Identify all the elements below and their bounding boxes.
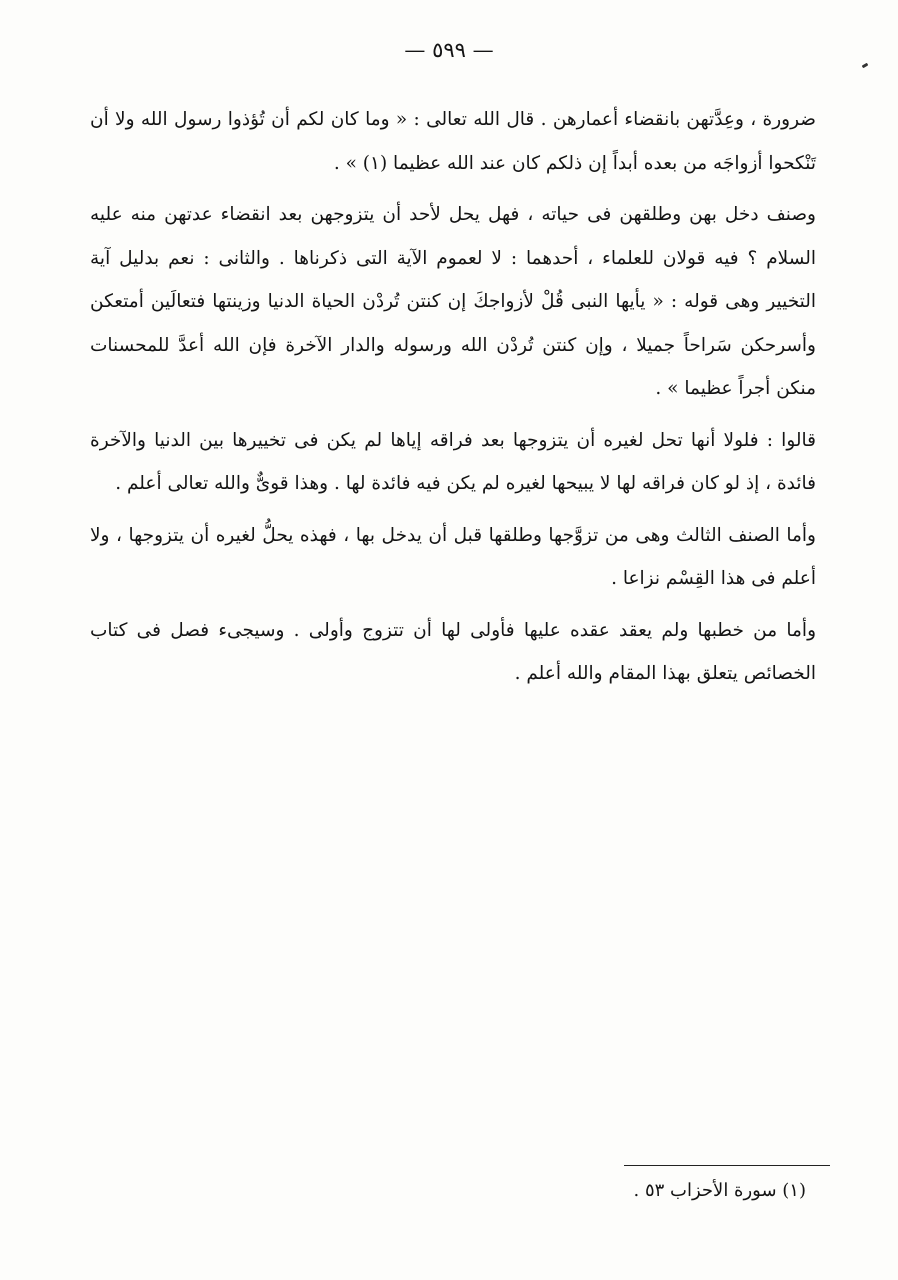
paragraph-5: وأما من خطبها ولم يعقد عقده عليها فأولى لها أن تتزوج وأولى . وسيجىء فصل فى كتاب الخصائص يتعلق بهذا المقام والله أعلم .	[90, 619, 816, 684]
page-number: — ٥٩٩ —	[404, 38, 494, 62]
paragraph-4: وأما الصنف الثالث وهى من تزوَّجها وطلقها قبل أن يدخل بها ، فهذه يحلُّ لغيره أن يتزوجها ، ولا أعلم فى هذا القِسْم نزاعا .	[90, 524, 816, 589]
paragraph-1: ضرورة ، وعِدَّتهن بانقضاء أعمارهن . قال الله تعالى : « وما كان لكم أن تُؤذوا رسول الله ولا أن تَنْكحوا أزواجَه من بعده أبداً إن ذلكم كان عند الله عظيما (١) » .	[90, 109, 816, 174]
main-text	[90, 98, 816, 696]
paragraph-2: وصنف دخل بهن وطلقهن فى حياته ، فهل يحل لأحد أن يتزوجهن بعد انقضاء عدتهن منه عليه السلام ؟ فيه قولان للعلماء ، أحدهما : لا لعموم الآية التى ذكرناها . والثانى : نعم بدليل آية التخيير وهى قوله : « يأيها النبى قُلْ لأزواجكَ إن كنتن تُردْن الحياة الدنيا وزينتها فتعالَين أمتعكن وأسرحكن سَراحاً جميلا ، وإن كنتن تُردْن الله ورسوله والدار الآخرة فإن الله أعدَّ للمحسنات منكن أجراً عظيما » .	[90, 204, 816, 399]
footnote-1: (١) سورة الأحزاب ٥٣ .	[633, 1180, 806, 1201]
paragraph-3: قالوا : فلولا أنها تحل لغيره أن يتزوجها بعد فراقه إياها لم يكن فى تخييرها بين الدنيا والآخرة فائدة ، إذ لو كان فراقه لها لا يبيحها لغيره لم يكن فيه فائدة لها . وهذا قوىٌّ والله تعالى أعلم .	[90, 429, 816, 494]
scan-speck	[862, 63, 869, 69]
footnote-divider	[624, 1165, 830, 1166]
